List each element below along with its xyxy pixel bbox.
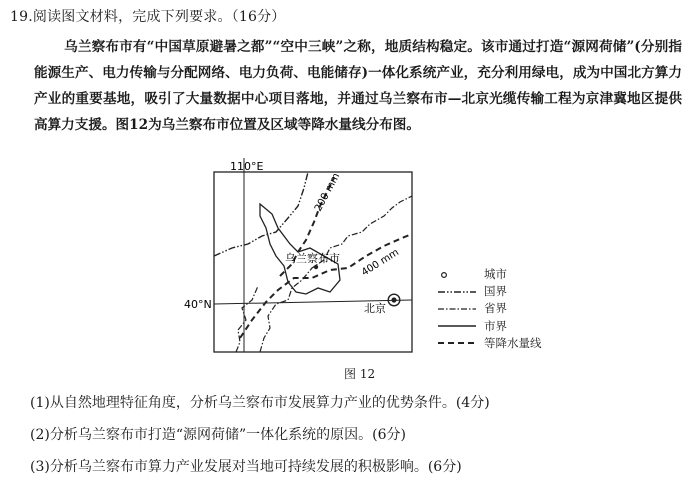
question-2: (2)分析乌兰察布市打造“源网荷储”一体化系统的原因。(6分) xyxy=(30,427,406,443)
question-3: (3)分析乌兰察布市算力产业发展对当地可持续发展的积极影响。(6分) xyxy=(30,459,462,475)
beijing-label: 北京 xyxy=(364,302,386,315)
provincial-border-symbol-icon xyxy=(436,302,478,316)
meridian-label: 110°E xyxy=(230,160,264,173)
beijing-marker-inner xyxy=(391,297,396,302)
legend-national-border xyxy=(436,283,542,300)
provincial-border-west xyxy=(236,286,258,352)
legend-municipal-border-label: 市界 xyxy=(484,318,507,333)
parallel-label: 40°N xyxy=(184,298,212,311)
figure-caption: 图 12 xyxy=(344,367,376,381)
isohyet-symbol-icon xyxy=(436,336,478,350)
isohyet-400-label: 400 mm xyxy=(359,247,401,279)
paragraph-text: 乌兰察布市有“中国草原避暑之都”“空中三峡”之称，地质结构稳定。该市通过打造“源网荷储”(分别指能源生产、电力传输与分配网络、电力负荷、电能储存)一体化系统产业，充分利用绿电，成为中国北方算力产业的重要基地，吸引了大量数据中心项目落地，并通过乌兰察布市—北京光缆传输工程为京津冀地区提供高算力支援。图12为乌兰察布市位置及区域等降水量线分布图。 xyxy=(34,39,682,133)
material-paragraph xyxy=(34,34,682,138)
legend-provincial-border-label: 省界 xyxy=(484,301,507,316)
legend-municipal-border xyxy=(436,318,542,335)
isohyet-200-label: 200 mm xyxy=(312,171,343,214)
national-border-symbol-icon xyxy=(436,285,478,299)
legend-provincial-border xyxy=(436,300,542,317)
map-legend xyxy=(436,266,542,352)
wulanchabu-label: 乌兰察布市 xyxy=(285,252,340,265)
legend-isohyet-label: 等降水量线 xyxy=(484,335,542,350)
legend-city-label: 城市 xyxy=(484,267,507,281)
legend-isohyet xyxy=(436,335,542,352)
isohyet-400 xyxy=(240,234,412,338)
legend-city xyxy=(436,266,542,283)
national-border xyxy=(214,172,308,256)
question-1: (1)从自然地理特征角度，分析乌兰察布市发展算力产业的优势条件。(4分) xyxy=(30,395,490,411)
city-dot-wulanchabu xyxy=(314,265,318,269)
city-symbol-icon xyxy=(436,268,478,282)
legend-national-border-label: 国界 xyxy=(484,284,507,299)
municipal-border-symbol-icon xyxy=(436,319,478,333)
question-header: 19.阅读图文材料，完成下列要求。（16分） xyxy=(10,9,286,25)
